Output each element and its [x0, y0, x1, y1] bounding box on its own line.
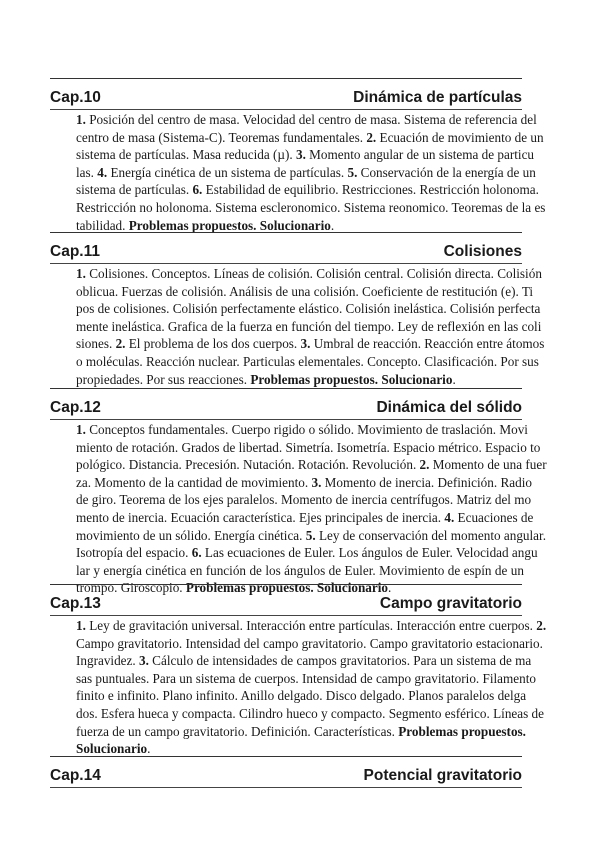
text: Momento angular de un sistema de particu [305, 147, 535, 163]
bold-text: 2. [419, 457, 430, 473]
contents-line [76, 635, 543, 653]
chapter-title: Campo gravitatorio [379, 595, 522, 612]
section-divider [50, 584, 522, 585]
text: Colisiones. Conceptos. Líneas de colisión. Colisión central. Colisión directa. Colisión [85, 266, 542, 281]
bold-text: Solucionario [76, 741, 148, 757]
chapter-title: Colisiones [443, 243, 522, 260]
chapter-contents [76, 264, 545, 388]
bold-text: 3. [295, 147, 306, 163]
contents-line [76, 353, 539, 371]
contents-line [76, 129, 544, 147]
contents-line [76, 421, 528, 439]
text: oblicua. Fuerzas de colisión. Análisis de una colisión. Coeficiente de restitución (e). Ti [76, 283, 534, 299]
text: Ecuación de movimiento de un [376, 129, 544, 145]
text: propiedades. Por sus reacciones. [76, 371, 251, 387]
contents-line [76, 527, 546, 545]
chapter-number: Cap.14 [50, 767, 101, 784]
contents-line [76, 509, 534, 527]
chapter-section [50, 388, 547, 597]
bold-text: 4. [444, 509, 455, 525]
chapter-title: Dinámica del sólido [376, 399, 522, 416]
bold-text: 6. [191, 545, 202, 561]
text: . [388, 580, 392, 596]
text: de giro. Teorema de los ejes paralelos. Momento de inercia centrífugos. Matriz del mo [76, 492, 532, 508]
contents-line [76, 146, 535, 164]
bold-text: 5. [305, 527, 316, 543]
chapter-heading [50, 399, 522, 420]
contents-line [76, 265, 542, 283]
text: sistema de partículas. Masa reducida (µ). [76, 147, 296, 163]
bold-text: 2. [366, 129, 377, 145]
text: miento de rotación. Grados de libertad. Simetría. Isometría. Espacio métrico. Espacio to [76, 439, 541, 455]
bold-text: 3. [311, 474, 322, 490]
chapter-contents [76, 110, 546, 234]
bold-text: 5. [347, 164, 358, 180]
text: dos. Esfera hueca y compacta. Cilindro hueco y compacto. Segmento esférico. Líneas de [76, 705, 544, 721]
text: lar y energía cinética en función de los ángulos de Euler. Movimiento de espín de un [76, 562, 524, 578]
text: Ecuaciones de [454, 509, 534, 525]
text: Conceptos fundamentales. Cuerpo rigido o sólido. Movimiento de traslación. Movi [85, 422, 528, 437]
text: tabilidad. [76, 217, 129, 233]
text: Energía cinética de un sistema de partículas. [107, 164, 348, 180]
chapter-heading [50, 89, 522, 110]
contents-line [76, 181, 539, 199]
text: finito e infinito. Plano infinito. Anillo delgado. Disco delgado. Planos paralelos delga [76, 688, 527, 704]
contents-line [76, 705, 544, 723]
text: mente inelástica. Grafica de la fuerza en función del tiempo. Ley de reflexión en las coli [76, 318, 542, 334]
text: . [147, 741, 151, 757]
contents-line [76, 491, 532, 509]
text: Isotropía del espacio. [76, 545, 192, 561]
bold-text: 3. [300, 336, 311, 352]
contents-line [76, 199, 546, 217]
contents-line [76, 652, 532, 670]
contents-line [76, 456, 547, 474]
text: o moléculas. Reacción nuclear. Particulas elementales. Concepto. Clasificación. Por sus [76, 353, 539, 369]
text: las. [76, 164, 98, 180]
chapter-number: Cap.10 [50, 89, 101, 106]
chapter-title: Dinámica de partículas [353, 89, 522, 106]
chapter-heading [50, 595, 522, 616]
contents-line [76, 544, 538, 562]
chapter-section [50, 756, 522, 788]
section-divider [50, 232, 522, 233]
text: pológico. Distancia. Precesión. Nutación. Rotación. Revolución. [76, 457, 420, 473]
bold-text: Problemas propuestos. Solucionario [185, 580, 388, 596]
contents-line [76, 617, 547, 635]
text: Umbral de reacción. Reacción entre átomos [310, 336, 545, 352]
section-divider [50, 756, 522, 757]
text: Cálculo de intensidades de campos gravitatorios. Para un sistema de ma [148, 653, 532, 669]
contents-line [76, 283, 534, 301]
chapter-heading [50, 243, 522, 264]
text: Estabilidad de equilibrio. Restricciones. Restricción holonoma. [202, 182, 539, 198]
chapter-section [50, 584, 547, 758]
text: . [452, 371, 456, 387]
bold-text: 1. [76, 266, 86, 281]
bold-text: 3. [138, 653, 149, 669]
contents-line [76, 723, 524, 741]
chapter-title: Potencial gravitatorio [363, 767, 522, 784]
contents-line [76, 474, 532, 492]
text: sistema de partículas. [76, 182, 193, 198]
contents-line [76, 111, 537, 129]
text: Campo gravitatorio. Intensidad del campo gravitatorio. Campo gravitatorio estacionario. [76, 635, 543, 651]
section-divider [50, 78, 522, 79]
chapter-number: Cap.13 [50, 595, 101, 612]
text: Momento de inercia. Definición. Radio [321, 474, 532, 490]
bold-text: 1. [76, 112, 86, 127]
contents-line [76, 439, 541, 457]
chapter-contents [76, 616, 547, 758]
text: . [330, 217, 335, 233]
contents-line [76, 562, 524, 580]
chapter-number: Cap.11 [50, 243, 100, 260]
contents-line [76, 164, 536, 182]
bold-text: 4. [97, 164, 108, 180]
text: Ingravidez. [76, 653, 139, 669]
text: El problema de los dos cuerpos. [125, 336, 301, 352]
text: Las ecuaciones de Euler. Los ángulos de Euler. Velocidad angu [201, 545, 538, 561]
text: Conservación de la energía de un [357, 164, 536, 180]
text: Ley de gravitación universal. Interacción entre partículas. Interacción entre cuerpos. [85, 618, 537, 633]
text: Posición del centro de masa. Velocidad del centro de masa. Sistema de referencia del [85, 112, 537, 127]
text: za. Momento de la cantidad de movimiento. [76, 474, 312, 490]
chapter-section [50, 232, 545, 388]
text: centro de masa (Sistema-C). Teoremas fundamentales. [76, 129, 367, 145]
text: movimiento de un sólido. Energía cinética. [76, 527, 306, 543]
text: trompo. Giroscopio. [76, 580, 186, 596]
contents-line [76, 687, 527, 705]
bold-text: 6. [192, 182, 203, 198]
contents-line [76, 300, 541, 318]
text: Ley de conservación del momento angular. [315, 527, 546, 543]
contents-line [76, 335, 545, 353]
chapter-section [50, 78, 546, 234]
text: pos de colisiones. Colisión perfectamente elástico. Colisión inelástica. Colisión perfecta [76, 301, 541, 317]
contents-line [76, 318, 542, 336]
contents-line [76, 670, 536, 688]
bold-text: Problemas propuestos. Solucionario [128, 217, 331, 233]
text: mento de inercia. Ecuación característica. Ejes principales de inercia. [76, 509, 445, 525]
bold-text: 1. [76, 422, 86, 437]
bold-text: Problemas propuestos. Solucionario [250, 371, 453, 387]
chapter-contents [76, 420, 547, 597]
text: sas puntuales. Para un sistema de cuerpos. Intensidad de campo gravitatorio. Filamento [76, 670, 536, 686]
bold-text: Problemas propuestos. [398, 723, 526, 739]
bold-text: 2. [115, 336, 126, 352]
chapter-heading [50, 767, 522, 788]
chapter-number: Cap.12 [50, 399, 101, 416]
text: siones. [76, 336, 116, 352]
text: Restricción no holonoma. Sistema escleronomico. Sistema reonomico. Teoremas de la es [76, 199, 546, 215]
bold-text: 2. [536, 618, 547, 633]
contents-line [76, 371, 524, 389]
section-divider [50, 388, 522, 389]
text: fuerza de un campo gravitatorio. Definición. Características. [76, 723, 399, 739]
bold-text: 1. [76, 618, 86, 633]
text: Momento de una fuer [429, 457, 547, 473]
